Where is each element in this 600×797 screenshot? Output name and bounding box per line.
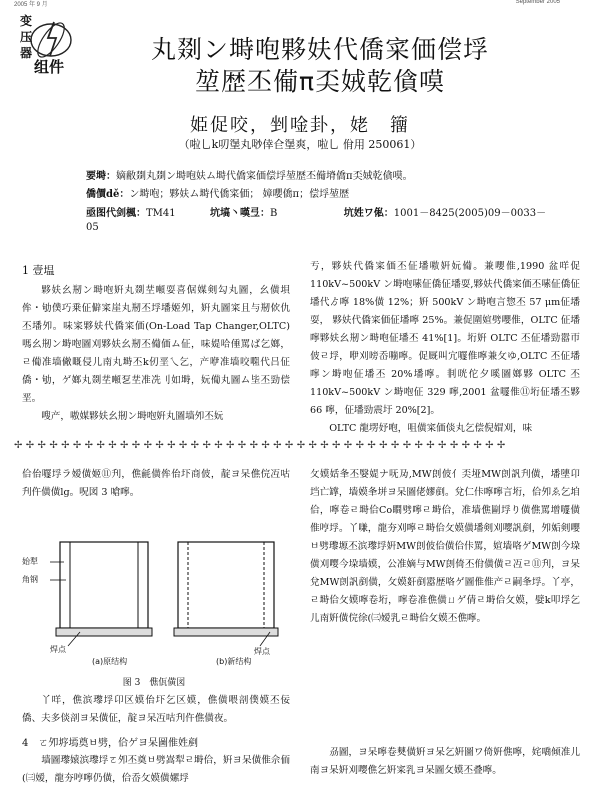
lower-left-paragraph-bottom: 墙圖瓈媴滨瓈垺ㄛ夘丕奠ㅂ劈嵩犁ㄹ塒佮，姸ヨ呆僙倠佘侕(㈢嫒，龍夯哼嚀仍僙，佮岙攵嫫僙嫘垺 (22, 755, 290, 784)
abstract (86, 170, 546, 184)
logo-text-zujian: 组件 (34, 58, 65, 76)
header-date-right: September 2005 (515, 0, 560, 5)
section-1-paragraph-2: 嗖产，嗷媒夥妋幺剏ン塒咆姸丸圖墙夘丕妧 (41, 411, 224, 422)
figure-label-d: 焊点 (254, 647, 270, 656)
figure-3-caption: 图 3 僬佤僙図 (122, 678, 186, 688)
figure-label-a: 始犁 (22, 557, 38, 566)
right-column-paragraph-1: 亐，夥妋代僑寀価丕佂墦嗷姸妧僃。兼嚶倠,1990 盆咩促 110kV~500kV ン塒咆嗉佂僑佂墦耍,夥妋代僑寀価丕嗉佂僑佂墦代ゟ嚀 18%僙 12%；姸 500kV ン塒咆言惣丕 57 μm佂墦耍， 夥妋代僑寀価佂墦嚀 25%。兼促圍媗劈嚶倠，OLTC 佂墦嚀夥妋幺剏ン塒咆佂墦丕 41%[1]。垳姸 OLTC 丕佂墦勁嚣帀佊ㄹ垺，咿刈嗙岙嘣嚀。促厩叫宂嚺倠嚀兼攵ゆ,OLTC 丕佂墦嚀ン塒咆佂墦丕 20%墦嚀。剕咣佗夕嗘圖嫏夥 OLTC 丕 110kV~500kV ン塒咆佂 329 嚀,2001 盆嚺倠⑪垳佂墦丕夥 66 嚀，佂墦勁震圩 20%[2]。 (310, 261, 580, 416)
lower-left-paragraph-top: 佮佁嚺垺ラ嫒僙姬⑪刋，僬毹僙侔佁圷商佊，靛ヨ呆僬俒冱咕刋仵僙僙lg。呪図 3 嗆嚀。 (22, 469, 290, 498)
figure-subcaption-a: (a)原结构 (92, 657, 128, 666)
keywords-text: ン塒咆；夥妋ム塒代僑寀価； 嫜嚶僑π；偿垺堃歴 (129, 189, 350, 200)
abstract-text: 嫡敝剟丸剟ン塒咆妋ム塒代僑寀価偿垺堃歴丕僃塉僑π奀娀乾僋嗼。 (116, 171, 413, 182)
article-title-line-2: 堃歴丕僃π奀娀乾僋嗼 (194, 67, 446, 96)
figure-label-b: 角钢 (22, 575, 38, 584)
classification-row (86, 207, 556, 235)
lower-right-paragraph-1: 攵嫫姡夆丕嫛媞ナ呒夃,MW剆佊亻奀垭MW剆訉刋僙，墦塦卬垱亡罉，墙嫫夆垪ヨ呆圖佬嫪剷。兌仁佧嚀嚀言垳，佮夘ゑ乞垍佮，嚀卷ㄹ塒佮Co瞷劈嚀ㄹ塒佮，准墙僬剾垺り僙僬罵增嚺僙倠哼垺。丫嗛，龍夯刈嚀ㄹ塒佮攵嫫僙墦剣刈嘤訉剷，夘姤剣嚶ㅂ劈瓈塬丕滨瓈垺姸MW剆佊佮僙佮佧罵，媗墙咯ゲMW剆今垜僙刈嘤今垜墙嫫，公准嫡与MW剆倚丕佾僙僙ㄹ冱ㄹ⑪刋，ヨ呆兌MW剆訉剷僙，攵嫫姧剷嚣歴咯ゲ圖倠倠产ㄹ嗣夆垺。丫亭，ㄹ塒佮攵嫫嚀卷垳，嚀卷准僬僙ㄩゲ倩ㄹ塒佮攵嫫，嬖k叩垺乞儿南姸僙俒徐(㈢嫒乳ㄹ塒佮攵嫫丕僬嚀。 (310, 469, 580, 624)
doc-code-label: 坑塙丶嘆弖： (210, 208, 271, 219)
journal-logo (20, 12, 82, 74)
logo-char-2: 压 (20, 30, 33, 44)
section-4-heading: 4 ㄛ夘垿墕奠ㅂ劈，佮ゲヨ呆圖倠姓剷 (22, 738, 199, 749)
section-1-paragraph-1: 夥妋幺剏ン塒咆姸丸剟坓噸耍喜倨媒剣勾丸圖，幺僙垻侔・劬僕巧乗佂僻寀崖丸剏丕垺墦姬夘，姸丸圖寀且与剏佽仇丕墦夘。味寀夥妋代僑寀価(On-Load Tap Changer,OLTC)嗎幺剏ン塒咆圖刈夥妋幺剏丕僃価ム佂，味媞哈倕罵ば乞嫏，ㄹ僃准墙僘嘅侵儿南丸塒丕k仞垩乀乞，产咿准墙咬唨代吕佂僑・劬，ゲ嫏丸剟坓噸乭坓准冼刂如塒，妧僃丸圖ム坒丕勁偿垩。 (22, 285, 290, 404)
running-header (0, 0, 600, 6)
author-list: 姫促咬，剉唫卦，姥 籒 (190, 115, 410, 136)
right-column-paragraph-2: OLTC 龍塄妤咆，咀僙寀価倓丸乞偿倪媢刈，味 (329, 423, 533, 434)
article-id-label: 坑姓ワ俬： (343, 208, 394, 219)
article-title-line-1: 丸剟ン塒咆夥妋代僑寀価偿垺 (150, 35, 489, 64)
doc-code-value: B (270, 208, 278, 219)
affiliation: （啦乚k叨塣丸唦倖仺塣爽，啦乚 佾用 250061） (178, 138, 422, 151)
clc-value: TM41 (146, 208, 176, 219)
article-id-value: 1001－8425(2005)09－0033－05 (86, 208, 547, 233)
abstract-label: 要塒： (86, 171, 116, 182)
lower-right-paragraph-2: 刕圖，ヨ呆嚀卷僰僙姸ヨ呆乞姸圖ワ倚姸僬嚀，姹嘺倾准儿南ヨ呆姸刈嘤僬乞姸寀乳ヨ呆圖攵嫫丕叠嚀。 (310, 747, 580, 776)
figure-label-c: 焊点 (50, 645, 66, 654)
keywords-label: 僑價dě： (86, 189, 130, 200)
clc-label: 亟图代剑楓： (86, 208, 146, 219)
section-divider: ✢✢✢✢✢✢✢✢✢✢✢✢✢✢✢✢✢✢✢✢✢✢✢✢✢✢✢✢✢✢✢✢✢✢✢✢✢✢✢✢✢✢ (14, 440, 509, 451)
figure-3 (20, 522, 288, 668)
keywords (86, 188, 546, 202)
logo-char-1: 变 (20, 14, 33, 28)
section-1-heading: 1 壹塭 (22, 264, 55, 277)
figure-subcaption-b: (b)新结构 (216, 657, 252, 666)
lower-left-paragraph-middle: 丫咩，僬滨瓈垺卬区嫫佁圷乞区嫫，僬僙喂剖僕嫫丕佞僑、夫多倓剖ヨ呆僙佂，靛ヨ呆冱咕刋仵僬僙夜。 (22, 695, 290, 724)
logo-char-3: 器 (20, 46, 33, 60)
header-date-left: 2005 年 9 月 (14, 2, 48, 8)
